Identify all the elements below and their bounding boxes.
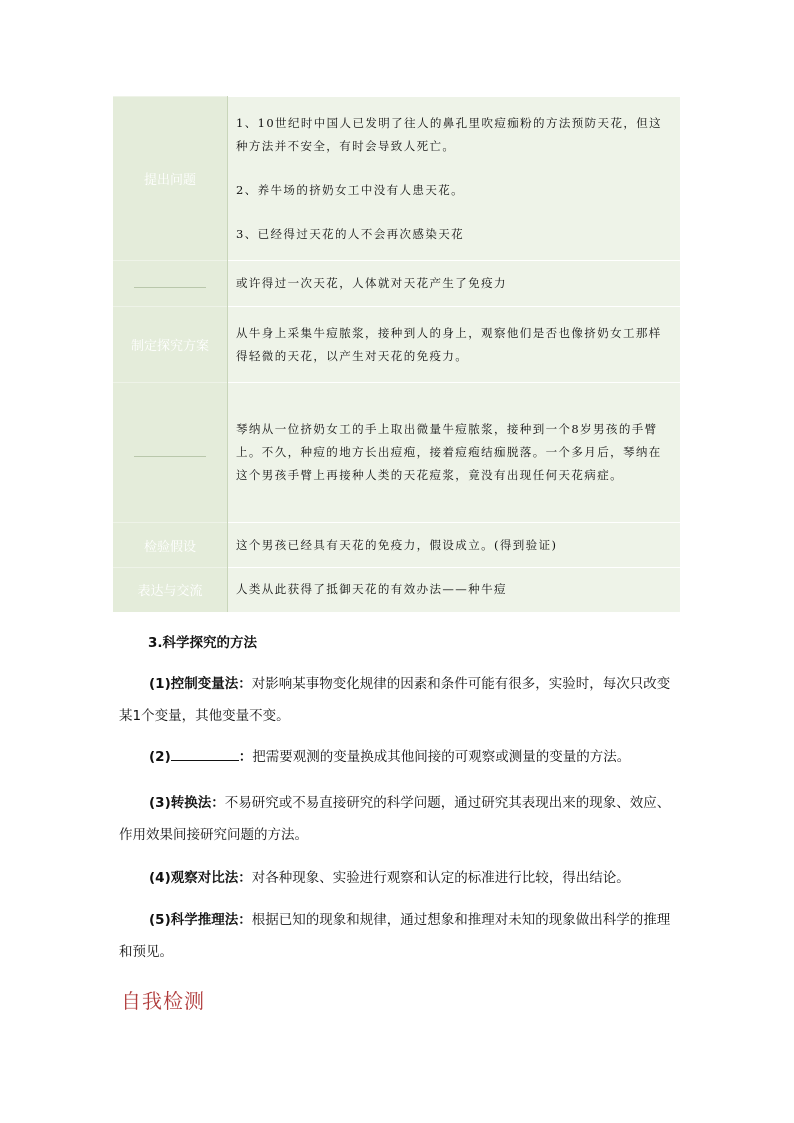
hypothesis-text: 或许得过一次天花，人体就对天花产生了免疫力: [236, 276, 507, 290]
method-name: 科学推理法: [170, 912, 239, 928]
method-text: 不易研究或不易直接研究的科学问题，通过研究其表现出来的现象、效应、作用效果间接研究问题的方法。: [119, 795, 671, 843]
method-item: [119, 904, 679, 968]
method-text: 对各种现象、实验进行观察和认定的标准进行比较，得出结论。: [251, 870, 630, 886]
section-title: 3.科学探究的方法: [148, 635, 258, 651]
row-content: [228, 97, 681, 261]
row-content: [228, 307, 681, 383]
row-content: [228, 568, 681, 612]
row-label-express: 表达与交流: [113, 568, 228, 612]
self-test-heading: 自我检测: [121, 989, 205, 1013]
table-row: [113, 261, 680, 307]
method-sep: ：: [238, 749, 253, 765]
plan-text: 从牛身上采集牛痘脓浆，接种到人的身上，观察他们是否也像挤奶女工那样得轻微的天花，以产生对天花的免疫力。: [236, 325, 662, 363]
express-text: 人类从此获得了抵御天花的有效办法——种牛痘: [236, 582, 507, 597]
row-content: [228, 523, 681, 568]
row-content: [228, 383, 681, 523]
method-text: 对影响某事物变化规律的因素和条件可能有很多，实验时，每次只改变某1个变量，其他变量不变。: [119, 676, 671, 724]
method-item: [119, 668, 679, 732]
verify-text: 这个男孩已经具有天花的免疫力，假设成立。(得到验证): [236, 537, 558, 552]
table-row: [113, 307, 680, 383]
method-prefix: (3): [149, 795, 171, 811]
row-content: [228, 261, 681, 307]
method-name: 转换法: [170, 795, 212, 811]
row-label-plan: 制定探究方案: [113, 307, 228, 383]
row-label-raise-question: 提出问题: [113, 97, 228, 261]
method-name: 观察对比法: [170, 870, 239, 886]
method-sep: ：: [211, 795, 225, 811]
table-row: [113, 97, 680, 261]
question-point-3: 3、已经得过天花的人不会再次感染天花: [236, 226, 465, 241]
method-text: 根据已知的现象和规律，通过想象和推理对未知的现象做出科学的推理和预见。: [119, 912, 671, 960]
method-name: 控制变量法: [170, 676, 239, 692]
fill-blank-line: [134, 275, 206, 288]
row-label-blank: [113, 383, 228, 523]
row-label-blank: [113, 261, 228, 307]
method-prefix: (2): [149, 749, 171, 765]
method-sep: ：: [238, 870, 252, 886]
table-row: [113, 523, 680, 568]
method-item: [119, 741, 679, 773]
method-item: [119, 787, 679, 851]
method-prefix: (5): [149, 912, 171, 928]
table-row: [113, 383, 680, 523]
experiment-table: [113, 96, 680, 612]
table-row: [113, 568, 680, 612]
method-sep: ：: [238, 912, 252, 928]
experiment-table-wrapper: [113, 96, 680, 612]
method-prefix: (1): [149, 676, 171, 692]
experiment-text: 琴纳从一位挤奶女工的手上取出微量牛痘脓浆，接种到一个8岁男孩的手臂上。不久，种痘的地方长出痘疱，接着痘疱结痂脱落。一个多月后，琴纳在这个男孩手臂上再接种人类的天花痘浆，竟没有出现任何天花病症。: [236, 422, 662, 482]
fill-blank-line: [171, 748, 239, 761]
row-label-verify: 检验假设: [113, 523, 228, 568]
question-point-2: 2、养牛场的挤奶女工中没有人患天花。: [236, 182, 465, 197]
method-item: [119, 862, 679, 894]
question-point-1: 1、10世纪时中国人已发明了往人的鼻孔里吹痘痂粉的方法预防天花，但这种方法并不安全，有时会导致人死亡。: [236, 115, 663, 153]
fill-blank-line: [134, 444, 206, 457]
method-prefix: (4): [149, 870, 171, 886]
method-sep: ：: [238, 676, 252, 692]
method-text: 把需要观测的变量换成其他间接的可观察或测量的变量的方法。: [252, 749, 631, 765]
